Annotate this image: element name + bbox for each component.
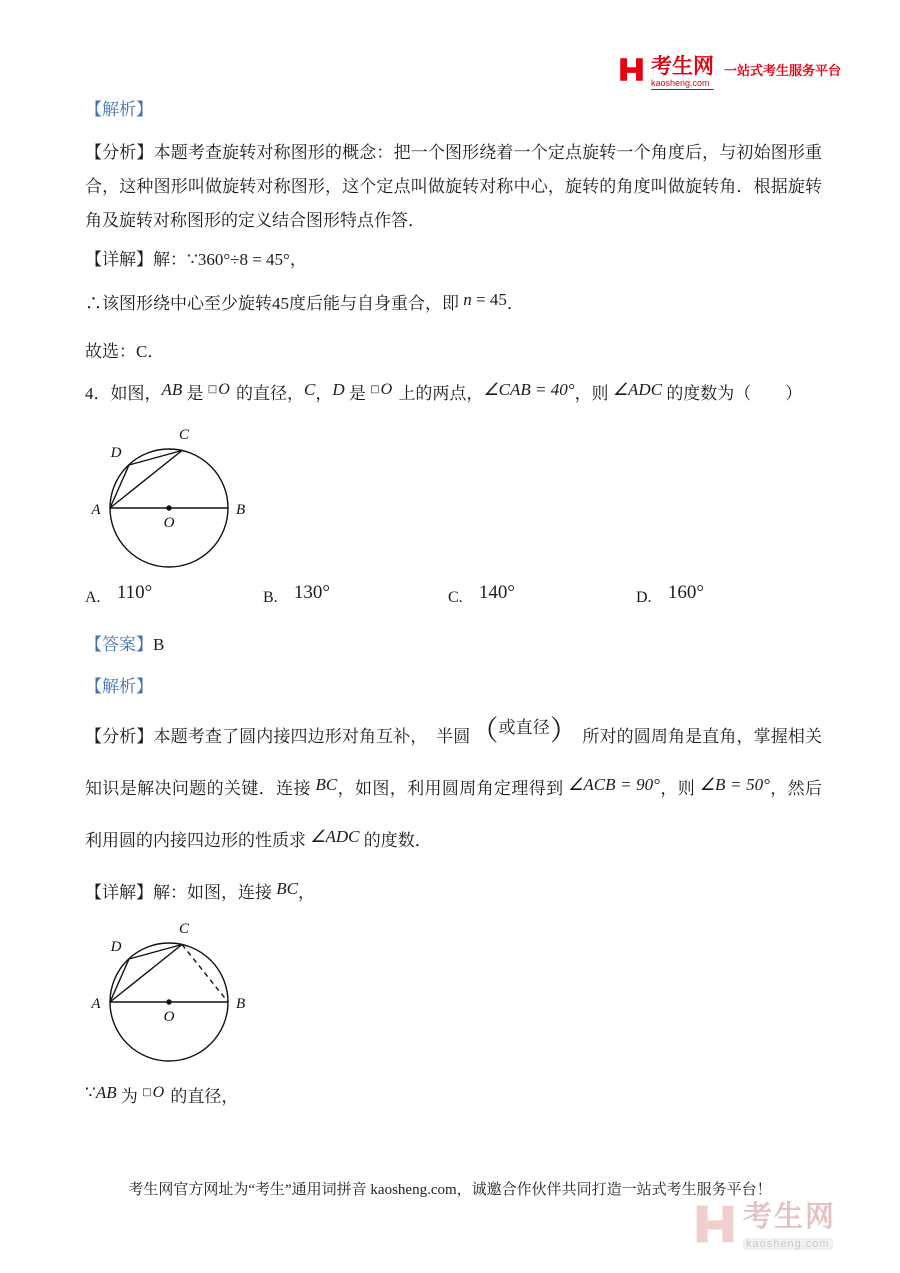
option-b — [263, 582, 331, 608]
wm-bar-right — [722, 1206, 733, 1243]
answer-label: 【答案】 — [85, 635, 153, 654]
circle-diagram-1 — [66, 424, 251, 582]
kaosheng-logo-icon — [618, 56, 645, 83]
chord-ad — [110, 465, 129, 508]
circle-diagram-2 — [66, 918, 251, 1076]
logo-bar-middle — [627, 67, 636, 73]
watermark-text-block — [743, 1202, 836, 1252]
option-a — [85, 582, 153, 608]
watermark — [693, 1202, 836, 1252]
option-letter: A. — [85, 589, 101, 606]
logo-text-block — [651, 56, 714, 90]
option-d — [636, 582, 704, 608]
wm-bar-middle — [708, 1220, 723, 1229]
option-letter: B. — [263, 589, 278, 606]
watermark-logo-icon — [693, 1202, 737, 1246]
logo-bar-right — [636, 58, 643, 81]
option-letter: D. — [636, 589, 652, 606]
point-label-b: B — [236, 502, 246, 518]
point-label-b: B — [236, 996, 246, 1012]
chord-ad — [110, 959, 129, 1002]
option-value: 140° — [478, 582, 516, 603]
answer-value: B — [153, 635, 165, 654]
site-logo — [618, 56, 841, 90]
wm-bar-left — [697, 1206, 708, 1243]
because-line: ∵AB 为 □O 的直径， — [85, 1083, 239, 1106]
conclusion-line-1: ∴该图形绕中心至少旋转45度后能与自身重合，即 n = 45． — [85, 290, 524, 313]
detail-line-1: 【详解】解：∵360°÷8 = 45°， — [85, 250, 307, 269]
point-label-d: D — [110, 445, 122, 461]
option-value: 130° — [293, 582, 331, 603]
logo-tagline: 一站式考生服务平台 — [724, 63, 842, 78]
option-value: 110° — [116, 582, 153, 603]
options-row — [85, 582, 830, 618]
detail-line-2: 【详解】解：如图，连接 BC， — [85, 879, 315, 902]
point-label-o: O — [163, 515, 175, 531]
center-dot — [166, 505, 171, 510]
option-letter: C. — [448, 589, 463, 606]
answer-line — [85, 632, 164, 658]
analysis-paragraph-1: 【分析】本题考查旋转对称图形的概念：把一个图形绕着一个定点旋转一个角度后，与初始图形重合，这种图形叫做旋转对称图形，这个定点叫做旋转对称中心，旋转的角度叫做旋转角．根据旋转角及旋转对称图形的定义结合图形特点作答． — [85, 143, 822, 230]
analysis-paragraph-2: 【分析】本题考查了圆内接四边形对角互补， 半圆（或直径） 所对的圆周角是直角，掌握相关知识是解决问题的关键．连接 BC，如图，利用圆周角定理得到 ∠ACB = 90°，则 ∠B = 50°，然后利用圆的内接四边形的性质求 ∠ADC 的度数． — [85, 716, 823, 850]
point-label-a: A — [91, 502, 101, 518]
footer-text: 考生网官方网址为“考生”通用词拼音 kaosheng.com，诚邀合作伙伴共同打造一站式考生服务平台！ — [128, 1182, 772, 1198]
option-value: 160° — [667, 582, 704, 603]
logo-domain: kaosheng.com — [651, 78, 714, 90]
point-label-a: A — [91, 996, 101, 1012]
jiexi-label-1: 【解析】 — [85, 100, 153, 119]
watermark-domain: kaosheng.com — [743, 1238, 833, 1250]
watermark-name: 考生网 — [743, 1201, 837, 1233]
center-dot — [166, 999, 171, 1004]
logo-name: 考生网 — [651, 55, 714, 78]
point-label-c: C — [178, 921, 190, 937]
choice-line-1: 故选：C． — [85, 342, 165, 361]
question-4-stem: 4．如图，AB 是 □O 的直径，C，D 是 □O 上的两点，∠CAB = 40°，则 ∠ADC 的度数为（ ） — [85, 380, 803, 403]
point-label-c: C — [178, 427, 190, 443]
option-c — [448, 582, 516, 608]
point-label-d: D — [110, 939, 122, 955]
point-label-o: O — [163, 1009, 175, 1025]
jiexi-label-2: 【解析】 — [85, 677, 153, 696]
logo-bar-left — [620, 58, 627, 81]
